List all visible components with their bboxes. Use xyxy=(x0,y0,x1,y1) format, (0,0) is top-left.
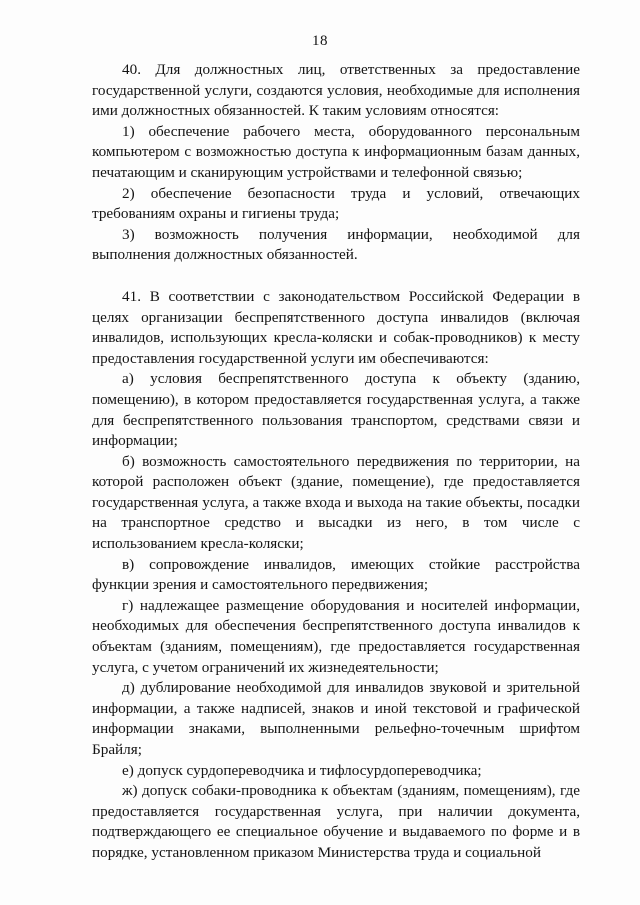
paragraph-40-item-3: 3) возможность получения информации, необходимой для выполнения должностных обязанностей. xyxy=(92,225,580,264)
page-number: 18 xyxy=(312,33,328,49)
paragraph-41-item-b: б) возможность самостоятельного передвижения по территории, на которой расположен объект (здание, помещение), где предоставляется государственная услуга, а также входа и выхода на такие объекты, посадки на транспортное средство и высадки из него, в том числе с использованием кресла-коляски; xyxy=(92,452,580,553)
paragraph-41-item-e: е) допуск сурдопереводчика и тифлосурдопереводчика; xyxy=(122,761,482,779)
paragraph-40-item-1: 1) обеспечение рабочего места, оборудованного персональным компьютером с возможностью доступа к информационным базам данных, печатающим и сканирующим устройствами и телефонной связью; xyxy=(92,122,580,181)
paragraph-41-item-a: а) условия беспрепятственного доступа к объекту (зданию, помещению), в котором предоставляется государственная услуга, а также для беспрепятственного пользования транспортом, средствами связи и информации; xyxy=(92,370,580,450)
paragraph-41-item-d: д) дублирование необходимой для инвалидов звуковой и зрительной информации, а также надписей, знаков и иной текстовой и графической информации знаками, выполненными рельефно-точечным шрифтом Брайля; xyxy=(92,679,580,758)
paragraph-41-item-v: в) сопровождение инвалидов, имеющих стойкие расстройства функции зрения и самостоятельного передвижения; xyxy=(92,555,580,594)
section-gap xyxy=(92,266,580,287)
paragraph-40-item-2: 2) обеспечение безопасности труда и условий, отвечающих требованиям охраны и гигиены труда; xyxy=(92,184,580,223)
paragraph-41: 41. В соответствии с законодательством Российской Федерации в целях организации беспрепятственного доступа инвалидов (включая инвалидов, использующих кресла-коляски и собак-проводников) к месту предоставления государственной услуги им обеспечиваются: xyxy=(92,287,580,367)
document-body xyxy=(92,60,580,864)
paragraph-40: 40. Для должностных лиц, ответственных за предоставление государственной услуги, создаются условия, необходимые для исполнения ими должностных обязанностей. К таким условиям относятся: xyxy=(92,61,580,120)
paragraph-41-item-g: г) надлежащее размещение оборудования и носителей информации, необходимых для обеспечения беспрепятственного доступа инвалидов к объектам (зданиям, помещениям), где предоставляется государственная услуга, с учетом ограничений их жизнедеятельности; xyxy=(92,596,580,676)
paragraph-41-item-zh: ж) допуск собаки-проводника к объектам (зданиям, помещениям), где предоставляется государственная услуга, при наличии документа, подтверждающего ее специальное обучение и выдаваемого по форме и в порядке, установленном приказом Министерства труда и социальной xyxy=(92,782,580,861)
